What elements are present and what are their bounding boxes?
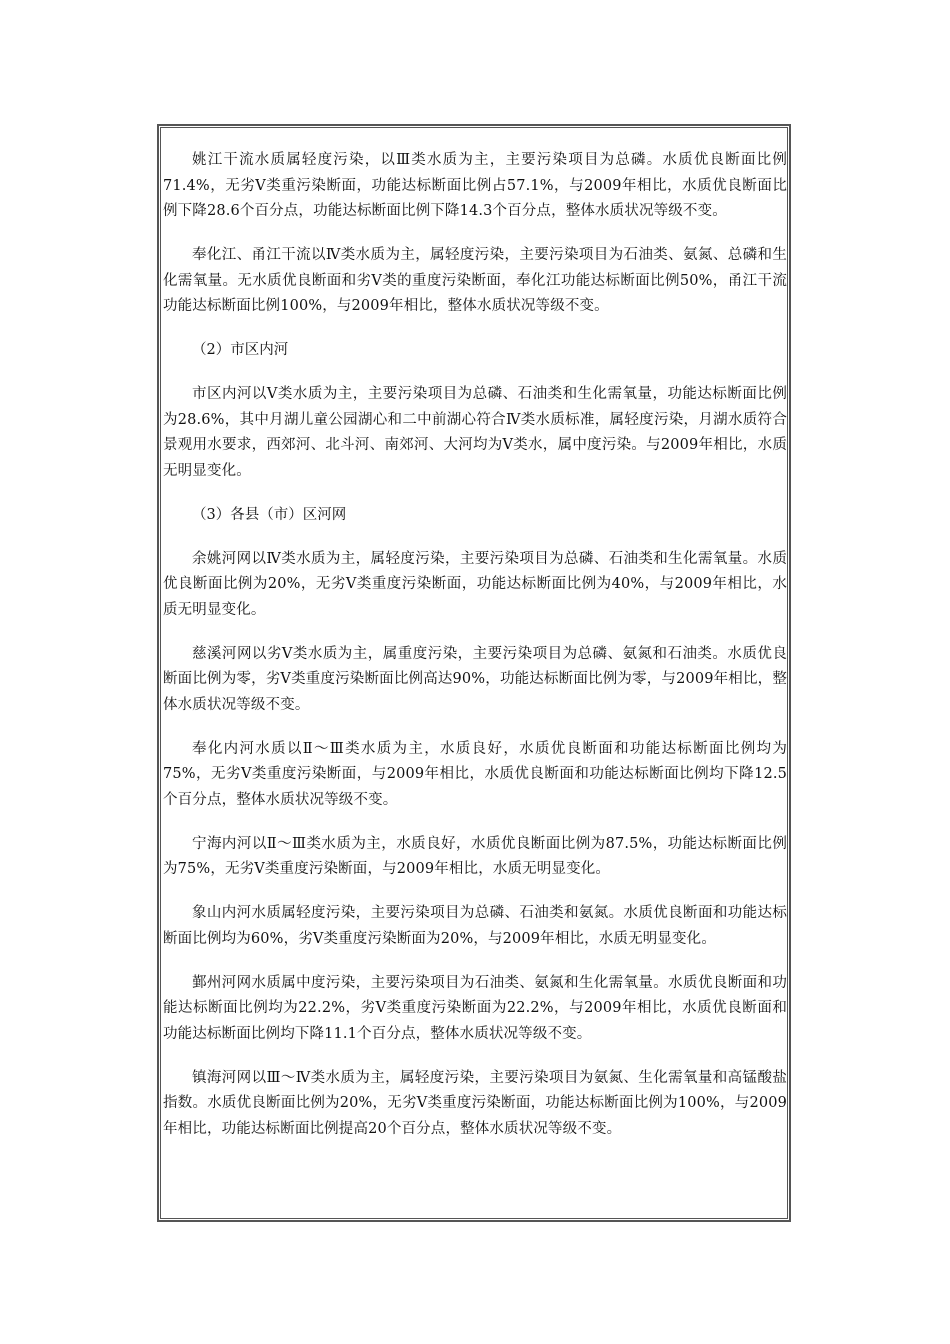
paragraph-urban-rivers: 市区内河以Ⅴ类水质为主，主要污染项目为总磷、石油类和生化需氧量，功能达标断面比例为28.6%，其中月湖儿童公园湖心和二中前湖心符合Ⅳ类水质标准，属轻度污染，月湖水质符合景观用水要求，西郊河、北斗河、南郊河、大河均为Ⅴ类水，属中度污染。与2009年相比，水质无明显变化。 — [163, 386, 787, 479]
paragraph-ninghai: 宁海内河以Ⅱ～Ⅲ类水质为主，水质良好，水质优良断面比例为87.5%，功能达标断面比例为75%，无劣Ⅴ类重度污染断面，与2009年相比，水质无明显变化。 — [163, 835, 787, 877]
paragraph-fenghua: 奉化内河水质以Ⅱ～Ⅲ类水质为主，水质良好，水质优良断面和功能达标断面比例均为75%，无劣Ⅴ类重度污染断面，与2009年相比，水质优良断面和功能达标断面比例均下降12.5个百分点，整体水质状况等级不变。 — [163, 740, 787, 808]
paragraph-xiangshan: 象山内河水质属轻度污染，主要污染项目为总磷、石油类和氨氮。水质优良断面和功能达标断面比例均为60%，劣Ⅴ类重度污染断面为20%，与2009年相比，水质无明显变化。 — [163, 905, 787, 947]
document-body — [163, 148, 787, 1142]
paragraph-yaojiang: 姚江干流水质属轻度污染，以Ⅲ类水质为主，主要污染项目为总磷。水质优良断面比例71.4%，无劣Ⅴ类重污染断面，功能达标断面比例占57.1%，与2009年相比，水质优良断面比例下降28.6个百分点，功能达标断面比例下降14.3个百分点，整体水质状况等级不变。 — [163, 152, 787, 219]
section-heading-urban-rivers: （2）市区内河 — [192, 342, 289, 358]
paragraph-cixi: 慈溪河网以劣Ⅴ类水质为主，属重度污染，主要污染项目为总磷、氨氮和石油类。水质优良断面比例为零，劣Ⅴ类重度污染断面比例高达90%，功能达标断面比例为零，与2009年相比，整体水质状况等级不变。 — [163, 645, 787, 713]
paragraph-zhenhai: 镇海河网以Ⅲ～Ⅳ类水质为主，属轻度污染，主要污染项目为氨氮、生化需氧量和高锰酸盐指数。水质优良断面比例为20%，无劣Ⅴ类重度污染断面，功能达标断面比例为100%，与2009年相比，功能达标断面比例提高20个百分点，整体水质状况等级不变。 — [163, 1069, 787, 1137]
paragraph-yinzhou: 鄞州河网水质属中度污染，主要污染项目为石油类、氨氮和生化需氧量。水质优良断面和功能达标断面比例均为22.2%，劣Ⅴ类重度污染断面为22.2%，与2009年相比，水质优良断面和功能达标断面比例均下降11.1个百分点，整体水质状况等级不变。 — [163, 974, 787, 1042]
section-heading-county-networks: （3）各县（市）区河网 — [192, 506, 347, 523]
paragraph-yuyao: 余姚河网以Ⅳ类水质为主，属轻度污染，主要污染项目为总磷、石油类和生化需氧量。水质优良断面比例为20%，无劣Ⅴ类重度污染断面，功能达标断面比例为40%，与2009年相比，水质无明显变化。 — [163, 550, 787, 618]
paragraph-fenghuajiang-yongjiang: 奉化江、甬江干流以Ⅳ类水质为主，属轻度污染，主要污染项目为石油类、氨氮、总磷和生化需氧量。无水质优良断面和劣Ⅴ类的重度污染断面，奉化江功能达标断面比例50%，甬江干流功能达标断面比例100%，与2009年相比，整体水质状况等级不变。 — [163, 247, 787, 314]
